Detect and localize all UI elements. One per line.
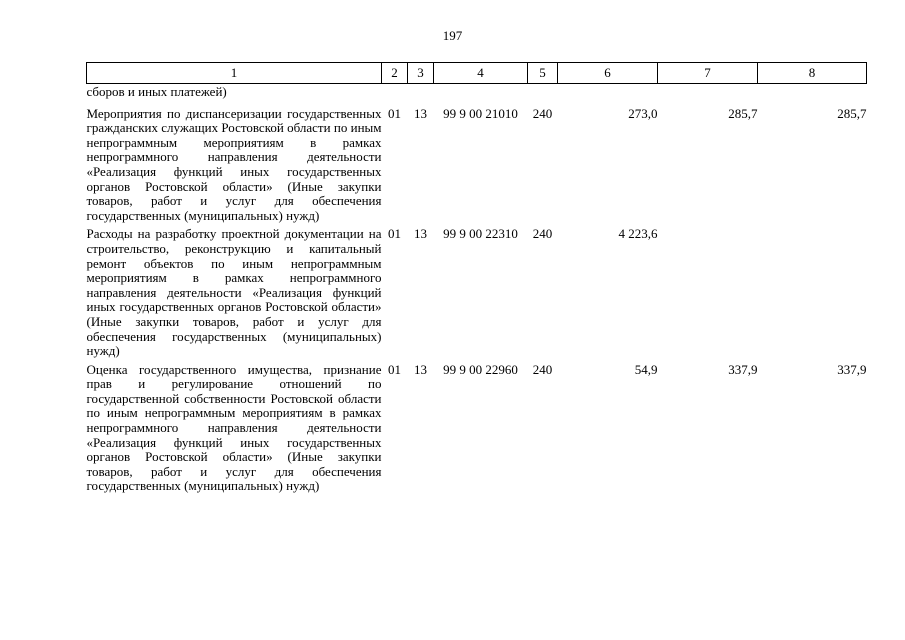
budget-table — [86, 62, 867, 494]
page-number: 197 — [442, 28, 463, 43]
column-header-3: 3 — [408, 63, 434, 84]
column-header-8: 8 — [758, 63, 867, 84]
row-amount-col7: 285,7 — [728, 105, 758, 121]
row-amount-col8 — [758, 223, 867, 358]
row-description: Мероприятия по диспансеризации государственных гражданских служащих Ростовской области по иным непрограммным мероприятиям в рамках непрограммного направления деятельности «Реализация функций иных государственных органов Ростовской области» (Иные закупки товаров, работ и услуг для обеспечения государственных (муниципальных) нужд) — [86, 105, 382, 223]
row-target-article-code: 99 9 00 22960 — [443, 361, 518, 377]
column-header-7: 7 — [658, 63, 758, 84]
row-amount-col6: 4 223,6 — [618, 226, 658, 242]
table-row — [87, 103, 867, 224]
row-target-article-code: 99 9 00 21010 — [443, 105, 518, 121]
column-header-1: 1 — [87, 63, 382, 84]
table-header-row — [87, 63, 867, 84]
column-header-6: 6 — [558, 63, 658, 84]
row-section-code: 01 — [388, 226, 401, 242]
row-subsection-code: 13 — [414, 226, 427, 242]
row-amount-col7: 337,9 — [728, 361, 758, 377]
row-expense-type-code: 240 — [532, 361, 553, 377]
column-header-5: 5 — [528, 63, 558, 84]
row-amount-col6: 273,0 — [628, 105, 658, 121]
row-expense-type-code: 240 — [532, 105, 553, 121]
row-amount-col8: 285,7 — [837, 105, 867, 121]
row-subsection-code: 13 — [414, 105, 427, 121]
row-section-code: 01 — [388, 361, 401, 377]
row-section-code: 01 — [388, 105, 401, 121]
row-description: Оценка государственного имущества, признание прав и регулирование отношений по государственной собственности Ростовской области по иным непрограммным мероприятиям в рамках непрограммного направления деятельности «Реализация функций иных государственных органов Ростовской области» (Иные закупки товаров, работ и услуг для обеспечения государственных (муниципальных) нужд) — [86, 361, 382, 494]
continuation-text: сборов и иных платежей) — [86, 84, 227, 99]
column-header-2: 2 — [382, 63, 408, 84]
row-amount-col7 — [658, 223, 758, 358]
column-header-4: 4 — [434, 63, 528, 84]
row-amount-col8: 337,9 — [837, 361, 867, 377]
row-expense-type-code: 240 — [532, 226, 553, 242]
row-target-article-code: 99 9 00 22310 — [443, 226, 518, 242]
row-subsection-code: 13 — [414, 361, 427, 377]
table-row — [87, 223, 867, 358]
row-description: Расходы на разработку проектной документации на строительство, реконструкцию и капитальный ремонт объектов по иным непрограммным мероприятиям в рамках непрограммного направления деятельности «Реализация функций иных государственных органов Ростовской области» (Иные закупки товаров, работ и услуг для обеспечения государственных (муниципальных) нужд) — [86, 226, 382, 359]
row-amount-col6: 54,9 — [634, 361, 658, 377]
table-row — [87, 359, 867, 494]
continuation-row — [87, 84, 867, 103]
